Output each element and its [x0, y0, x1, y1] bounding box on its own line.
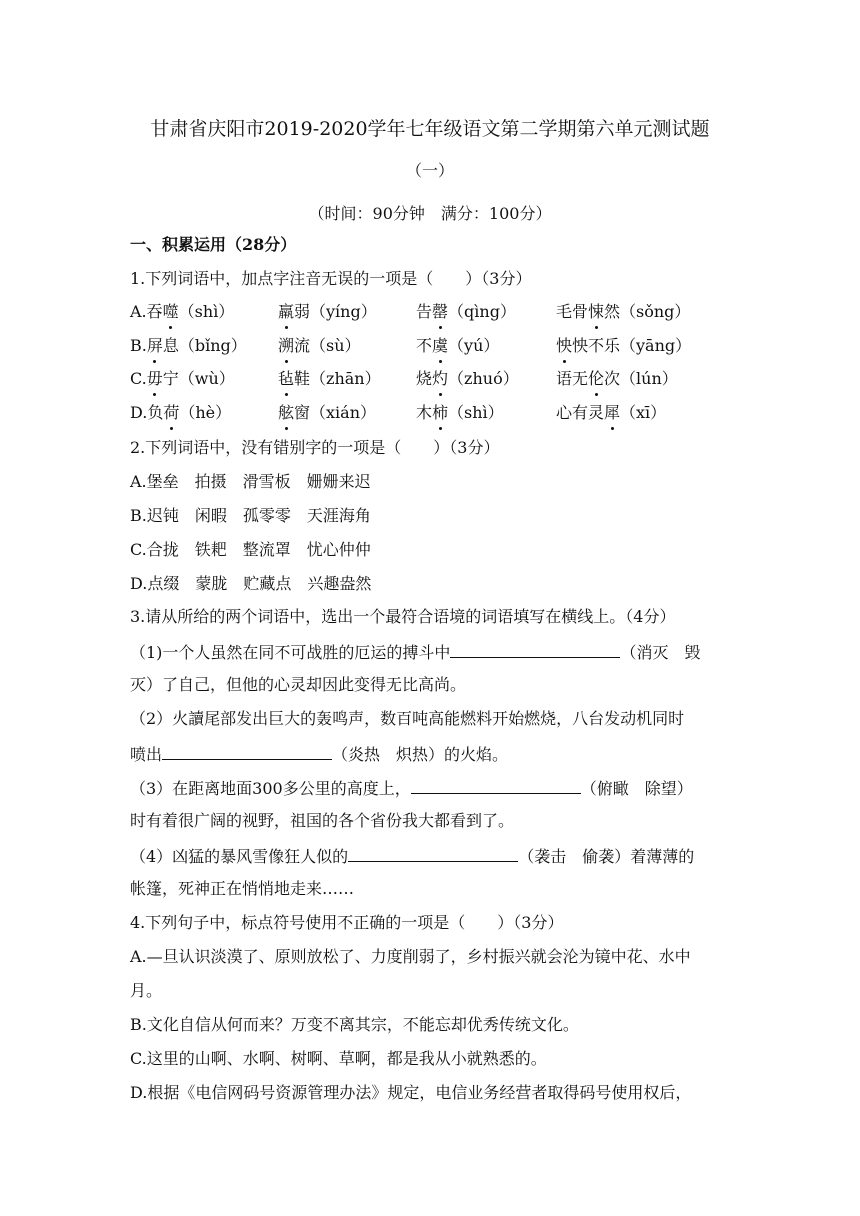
question-2-option-d: D.点缀 蒙胧 贮藏点 兴趣盎然	[130, 574, 372, 593]
option-word: D.负荷（hè）	[130, 403, 232, 422]
option-word: 木柿（shì）	[416, 403, 504, 422]
section-heading: 一、积累运用（28分）	[130, 235, 297, 254]
option-word: 告罄（qìng）	[416, 302, 516, 321]
answer-blank[interactable]	[450, 641, 620, 658]
option-word: B.屏息（bǐng）	[130, 336, 247, 355]
dotted-char: 屏	[146, 336, 163, 355]
question-4-option-c: C.这里的山啊、水啊、树啊、草啊，都是我从小就熟悉的。	[130, 1049, 547, 1068]
answer-blank[interactable]	[162, 743, 332, 760]
question-1-stem: 1.下列词语中，加点字注音无误的一项是（ ）（3分）	[130, 269, 532, 288]
question-3-sentence-1: （1)一个人虽然在同不可战胜的厄运的搏斗中 （消灭 毁	[130, 643, 701, 662]
question-3-sentence-3-cont: 时有着很广阔的视野，祖国的各个省份我大都看到了。	[130, 811, 515, 830]
dotted-char: 毋	[146, 369, 163, 388]
question-4-option-d: D.根据《电信网码号资源管理办法》规定，电信业务经营者取得码号使用权后，	[130, 1083, 692, 1102]
dotted-char: 羸	[278, 302, 295, 321]
question-4-option-a: A.—旦认识淡漠了、原则放松了、力度削弱了，乡村振兴就会沦为镜中花、水中	[130, 947, 691, 966]
answer-blank[interactable]	[411, 777, 581, 794]
option-word: 不虞（yú）	[416, 336, 500, 355]
question-3-sentence-1-cont: 灭）了自己，但他的心灵却因此变得无比高尚。	[130, 675, 467, 694]
dotted-char: 虞	[432, 336, 449, 355]
question-2-option-b: B.迟钝 闲暇 孤零零 天涯海角	[130, 506, 371, 525]
question-2-stem: 2.下列词语中，没有错别字的一项是（ ）（3分）	[130, 438, 500, 457]
option-word: 毡鞋（zhān）	[278, 369, 381, 388]
option-word: C.毋宁（wù）	[130, 369, 235, 388]
exam-meta: （时间：90分钟 满分：100分）	[308, 204, 552, 223]
option-word: 怏怏不乐（yāng）	[556, 336, 692, 355]
question-2-option-a: A.堡垒 拍摄 滑雪板 姗姗来迟	[130, 472, 371, 491]
dotted-char: 伦	[588, 369, 605, 388]
question-3-sentence-2: （2）火讀尾部发出巨大的轰鸣声，数百吨高能燃料开始燃烧，八台发动机同时	[130, 709, 685, 728]
option-word: 语无伦次（lún）	[556, 369, 678, 388]
question-3-stem: 3.请从所给的两个词语中，选出一个最符合语境的词语填写在横线上。（4分）	[130, 607, 676, 626]
exam-title: 甘肃省庆阳市2019-2020学年七年级语文第二学期第六单元测试题	[150, 118, 710, 140]
dotted-char: 溯	[278, 336, 295, 355]
option-word: 烧灼（zhuó）	[416, 369, 519, 388]
dotted-char: 灼	[432, 369, 449, 388]
dotted-char: 悚	[588, 302, 605, 321]
dotted-char: 柿	[432, 403, 449, 422]
answer-blank[interactable]	[348, 845, 518, 862]
question-4-stem: 4.下列句子中，标点符号使用不正确的一项是（ ）（3分）	[130, 913, 564, 932]
option-word: 溯流（sù）	[278, 336, 361, 355]
dotted-char: 犀	[604, 403, 621, 422]
question-2-option-c: C.合拢 铁耙 整流罩 忧心仲仲	[130, 540, 371, 559]
exam-subtitle: （一）	[405, 161, 454, 180]
dotted-char: 舷	[278, 403, 295, 422]
option-word: A.吞噬（shì）	[130, 302, 235, 321]
dotted-char: 荷	[163, 403, 180, 422]
dotted-char: 噬	[162, 302, 179, 321]
dotted-char: 罄	[432, 302, 449, 321]
question-3-sentence-3: （3）在距离地面300多公里的高度上， （俯瞰 除望）	[130, 779, 693, 798]
question-3-sentence-4-cont: 帐篷，死神正在悄悄地走来……	[130, 879, 355, 898]
option-word: 羸弱（yíng）	[278, 302, 377, 321]
question-4-option-b: B.文化自信从何而来？万变不离其宗，不能忘却优秀传统文化。	[130, 1015, 579, 1034]
question-3-sentence-2-cont: 喷出 （炎热 炽热）的火焰。	[130, 745, 509, 764]
question-4-option-a-cont: 月。	[130, 981, 163, 1000]
option-word: 舷窗（xián）	[278, 403, 377, 422]
dotted-char: 毡	[278, 369, 295, 388]
dotted-char: 怏	[556, 336, 573, 355]
question-3-sentence-4: （4）凶猛的暴风雪像狂人似的 （袭击 偷袭）着薄薄的	[130, 847, 695, 866]
option-word: 毛骨悚然（sǒng）	[556, 302, 691, 321]
option-word: 心有灵犀（xī）	[556, 403, 667, 422]
